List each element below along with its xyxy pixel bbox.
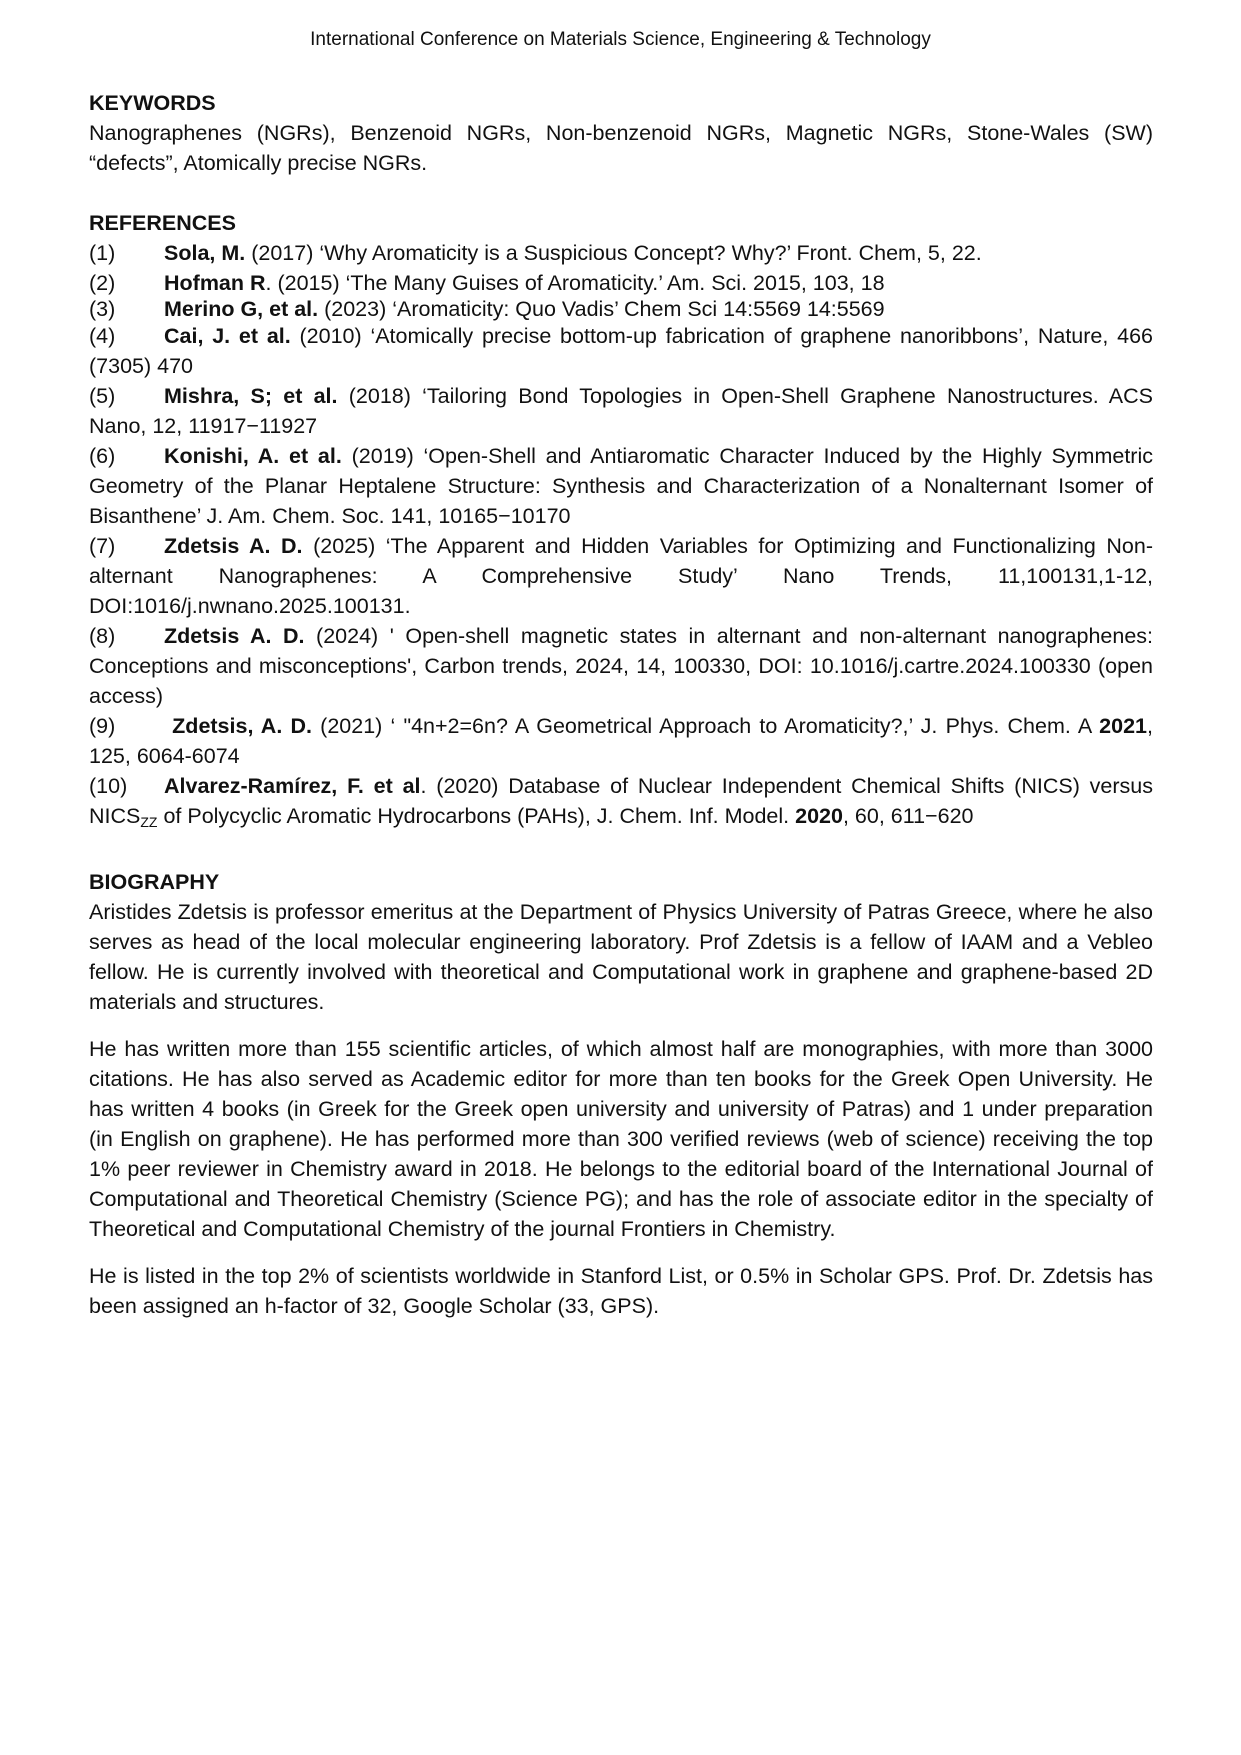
reference-item	[89, 711, 1153, 771]
keywords-heading: KEYWORDS	[89, 91, 216, 115]
reference-item	[89, 321, 1153, 381]
reference-number: (2)	[89, 271, 116, 295]
page-header: International Conference on Materials Science, Engineering & Technology	[310, 29, 931, 50]
reference-text: (2019) ‘Open-Shell and Antiaromatic Character Induced by the Highly Symmetric Geometry of the Planar Heptalene Structure: Synthesis and Characterization of a Nonalternant Isomer of Bisanthene’ J. Am. Chem. Soc. 141, 10165−10170	[89, 444, 1153, 528]
reference-number: (8)	[89, 624, 116, 648]
reference-author: Mishra, S; et al.	[164, 384, 338, 408]
reference-item	[89, 621, 1153, 711]
reference-text: of Polycyclic Aromatic Hydrocarbons (PAHs), J. Chem. Inf. Model.	[157, 804, 796, 828]
reference-year: 2020	[795, 804, 843, 828]
reference-text: (2025) ‘The Apparent and Hidden Variables for Optimizing and Functionalizing Non-alternant Nanographenes: A Comprehensive Study’ Nano Trends, 11,100131,1-12, DOI:1016/j.nwnano.2025.100131.	[89, 534, 1153, 618]
reference-text: (2024) ' Open-shell magnetic states in alternant and non-alternant nanographenes: Conceptions and misconceptions', Carbon trends, 2024, 14, 100330, DOI: 10.1016/j.cartre.2024.100330 (open access)	[89, 624, 1154, 708]
reference-number: (7)	[89, 534, 116, 558]
reference-author: Konishi, A. et al.	[164, 444, 342, 468]
reference-number: (3)	[89, 297, 116, 321]
reference-number: (5)	[89, 384, 116, 408]
reference-author: Cai, J. et al.	[164, 324, 291, 348]
biography-paragraph: Aristides Zdetsis is professor emeritus at the Department of Physics University of Patras Greece, where he also serves as head of the local molecular engineering laboratory. Prof Zdetsis is a fellow of IAAM and a Vebleo fellow. He is currently involved with theoretical and Computational work in graphene and graphene-based 2D materials and structures.	[89, 900, 1153, 1014]
reference-year: 2021	[1099, 714, 1148, 738]
reference-number: (4)	[89, 324, 116, 348]
reference-number: (1)	[89, 241, 116, 265]
reference-text: (2017) ‘Why Aromaticity is a Suspicious Concept? Why?’ Front. Chem, 5, 22.	[245, 241, 982, 265]
reference-author: Zdetsis, A. D.	[164, 714, 312, 738]
reference-number: (9)	[89, 714, 116, 738]
reference-item	[89, 268, 1153, 298]
reference-author: Alvarez-Ramírez, F. et al	[164, 774, 421, 798]
reference-author: Hofman R	[164, 271, 266, 295]
document-body	[89, 88, 1153, 1321]
reference-item	[89, 771, 1153, 837]
reference-text: (2023) ‘Aromaticity: Quo Vadis’ Chem Sci 14:5569 14:5569	[318, 297, 885, 321]
reference-number: (6)	[89, 444, 116, 468]
reference-number: (10)	[89, 774, 128, 798]
reference-author: Zdetsis A. D.	[164, 624, 305, 648]
reference-subscript: ZZ	[140, 814, 158, 830]
references-heading: REFERENCES	[89, 211, 236, 235]
reference-text: (2018) ‘Tailoring Bond Topologies in Open-Shell Graphene Nanostructures. ACS Nano, 12, 11917−11927	[89, 384, 1153, 438]
reference-text: . (2015) ‘The Many Guises of Aromaticity.’ Am. Sci. 2015, 103, 18	[265, 271, 885, 295]
biography-heading: BIOGRAPHY	[89, 870, 220, 894]
reference-item	[89, 298, 1153, 321]
keywords-section	[89, 88, 1153, 178]
keywords-text: Nanographenes (NGRs), Benzenoid NGRs, Non-benzenoid NGRs, Magnetic NGRs, Stone-Wales (SW) “defects”, Atomically precise NGRs.	[89, 121, 1153, 175]
biography-section	[89, 867, 1153, 1321]
reference-text: (2010) ‘Atomically precise bottom-up fabrication of graphene nanoribbons’, Nature, 466 (7305) 470	[89, 324, 1153, 378]
reference-author: Sola, M.	[164, 241, 246, 265]
reference-text: , 125, 6064-6074	[89, 714, 1153, 768]
reference-item	[89, 441, 1153, 531]
reference-item	[89, 238, 1153, 268]
reference-text: (2021) ‘ "4n+2=6n? A Geometrical Approach to Aromaticity?,’ J. Phys. Chem. A	[311, 714, 1100, 738]
reference-item	[89, 531, 1153, 621]
reference-text: , 60, 611−620	[842, 804, 974, 828]
references-section	[89, 208, 1153, 837]
reference-item	[89, 381, 1153, 441]
reference-author: Merino G, et al.	[164, 297, 319, 321]
reference-text: . (2020) Database of Nuclear Independent Chemical Shifts (NICS) versus NICS	[89, 774, 1153, 828]
biography-paragraph: He has written more than 155 scientific articles, of which almost half are monographies, with more than 3000 citations. He has also served as Academic editor for more than ten books for the Greek Open University. He has written 4 books (in Greek for the Greek open university and university of Patras) and 1 under preparation (in English on graphene). He has performed more than 300 verified reviews (web of science) receiving the top 1% peer reviewer in Chemistry award in 2018. He belongs to the editorial board of the International Journal of Computational and Theoretical Chemistry (Science PG); and has the role of associate editor in the specialty of Theoretical and Computational Chemistry of the journal Frontiers in Chemistry.	[89, 1037, 1153, 1241]
biography-paragraph: He is listed in the top 2% of scientists worldwide in Stanford List, or 0.5% in Scholar GPS. Prof. Dr. Zdetsis has been assigned an h-factor of 32, Google Scholar (33, GPS).	[89, 1264, 1153, 1318]
reference-author: Zdetsis A. D.	[164, 534, 303, 558]
